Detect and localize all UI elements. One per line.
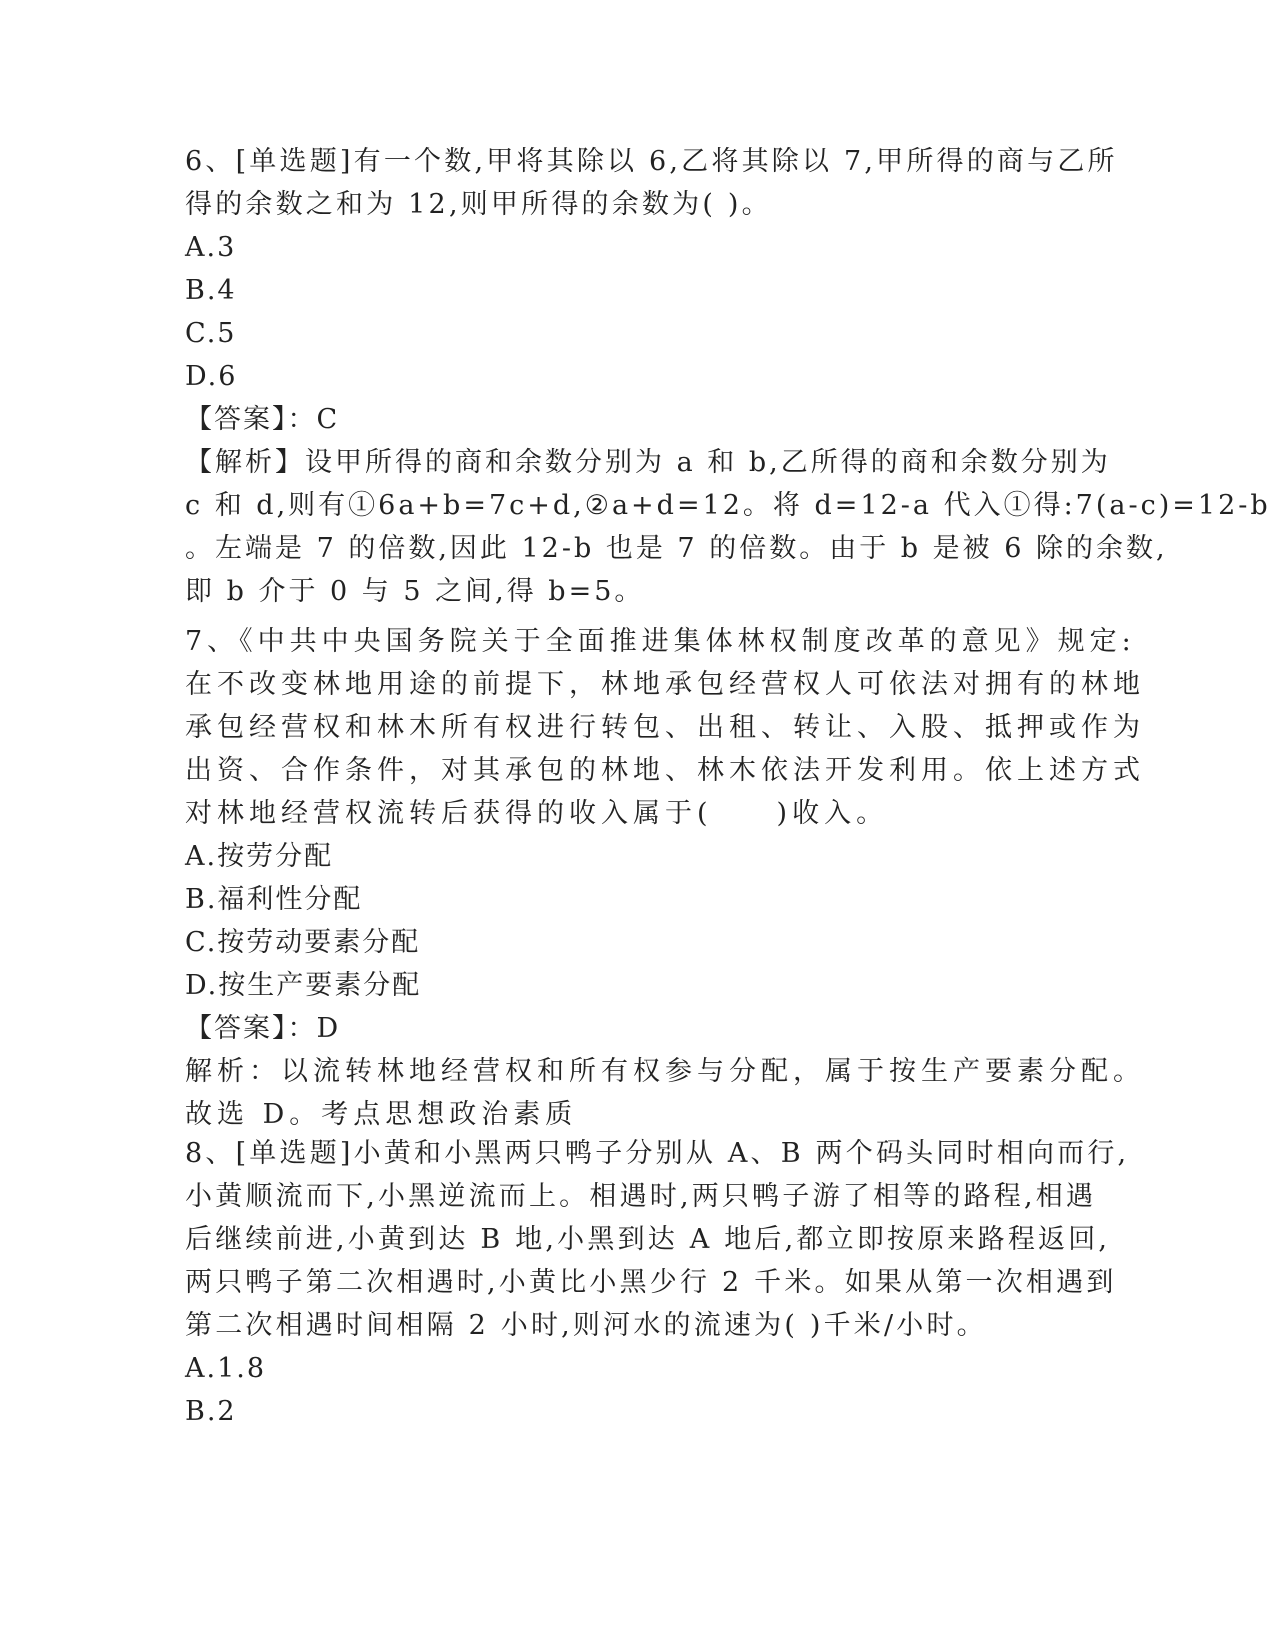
option-a: A.1.8: [185, 1353, 267, 1384]
analysis-line: 即 b 介于 0 与 5 之间,得 b=5。: [185, 576, 645, 607]
question-stem-line: 在不改变林地用途的前提下，林地承包经营权人可依法对拥有的林地: [185, 669, 1145, 700]
question-stem-line: 对林地经营权流转后获得的收入属于( )收入。: [185, 798, 889, 829]
analysis-line: 【解析】设甲所得的商和余数分别为 a 和 b,乙所得的商和余数分别为: [185, 447, 1111, 478]
question-7: [185, 620, 1145, 1136]
answer-line: 【答案】：D: [185, 1013, 341, 1044]
question-stem-line: 8、[单选题]小黄和小黑两只鸭子分别从 A、B 两个码头同时相向而行,: [185, 1138, 1130, 1169]
option-b: B.2: [185, 1396, 237, 1427]
question-stem-line: 小黄顺流而下,小黑逆流而上。相遇时,两只鸭子游了相等的路程,相遇: [185, 1181, 1097, 1212]
option-d: D.6: [185, 361, 238, 392]
question-stem-line: 出资、合作条件，对其承包的林地、林木依法开发利用。依上述方式: [185, 755, 1145, 786]
analysis-line: 。左端是 7 的倍数,因此 12-b 也是 7 的倍数。由于 b 是被 6 除的余数,: [185, 533, 1168, 564]
question-stem-line: 6、[单选题]有一个数,甲将其除以 6,乙将其除以 7,甲所得的商与乙所: [185, 146, 1118, 177]
question-8: [185, 1132, 1130, 1433]
answer-line: 【答案】：C: [185, 404, 340, 435]
question-stem-line: 后继续前进,小黄到达 B 地,小黑到达 A 地后,都立即按原来路程返回,: [185, 1224, 1111, 1255]
option-a: A.按劳分配: [185, 841, 334, 872]
analysis-line: c 和 d,则有①6a+b=7c+d,②a+d=12。将 d=12-a 代入①得:7(a-c)=12-b: [185, 490, 1271, 521]
analysis-line: 故选 D。考点思想政治素质: [185, 1099, 578, 1130]
option-b: B.福利性分配: [185, 884, 363, 915]
option-d: D.按生产要素分配: [185, 970, 422, 1001]
question-stem-line: 承包经营权和林木所有权进行转包、出租、转让、入股、抵押或作为: [185, 712, 1145, 743]
question-6: [185, 140, 1271, 613]
option-b: B.4: [185, 275, 237, 306]
question-stem-line: 7、《中共中央国务院关于全面推进集体林权制度改革的意见》规定:: [185, 626, 1136, 657]
analysis-line: 解析：以流转林地经营权和所有权参与分配，属于按生产要素分配。: [185, 1056, 1145, 1087]
option-a: A.3: [185, 232, 237, 263]
option-c: C.按劳动要素分配: [185, 927, 421, 958]
option-c: C.5: [185, 318, 237, 349]
question-stem-line: 第二次相遇时间相隔 2 小时,则河水的流速为( )千米/小时。: [185, 1310, 987, 1341]
question-stem-line: 得的余数之和为 12,则甲所得的余数为( )。: [185, 189, 772, 220]
question-stem-line: 两只鸭子第二次相遇时,小黄比小黑少行 2 千米。如果从第一次相遇到: [185, 1267, 1117, 1298]
